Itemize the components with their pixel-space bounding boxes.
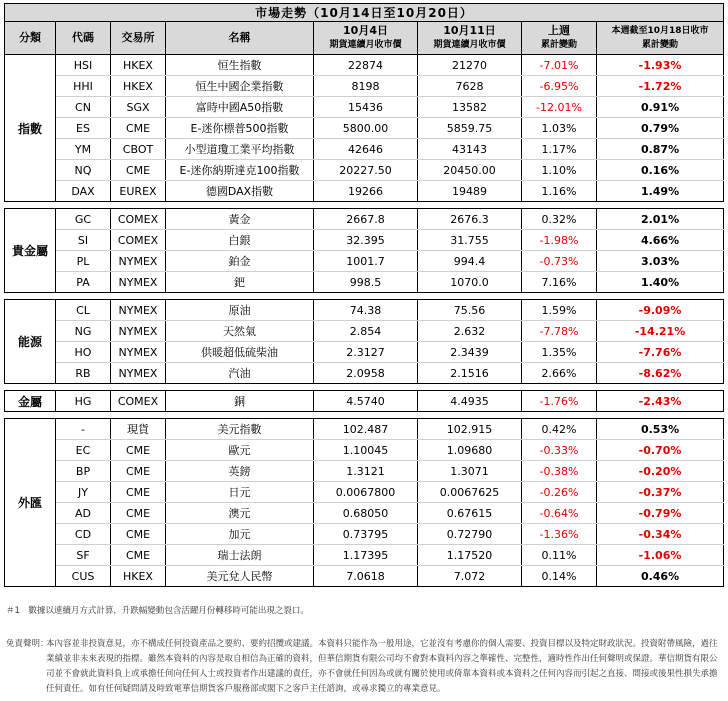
name-cell: 瑞士法朗 <box>166 545 314 566</box>
name-cell: 供暖超低硫柴油 <box>166 342 314 363</box>
oct11-price-cell: 0.0067625 <box>418 482 522 503</box>
exchange-cell: NYMEX <box>111 300 166 321</box>
code-cell: HHI <box>56 76 111 97</box>
oct11-price-cell: 2.1516 <box>418 363 522 384</box>
this-week-change-cell: 0.87% <box>597 139 724 160</box>
footnote: ＃1 數據以連續月方式計算，升跌幅變動包含活躍月份轉移時可能出現之裂口。 <box>6 606 309 616</box>
last-week-change-cell: -0.73% <box>522 251 597 272</box>
oct11-price-cell: 994.4 <box>418 251 522 272</box>
name-cell: 鉑金 <box>166 251 314 272</box>
table-row <box>5 251 724 272</box>
exchange-cell: SGX <box>111 97 166 118</box>
name-cell: 白銀 <box>166 230 314 251</box>
code-cell: SF <box>56 545 111 566</box>
disclaimer-text: 本內容並非投資意見，亦不構成任何投資產品之要約、要約招攬或建議。本資料只能作為一般用途，它並沒有考慮你的個人需要、投資目標以及特定財政狀況。投資附帶風險，過往業績並非未來表現的指標。雖然本資料的內容是取自相信為正確的資料，但華信期貨有限公司均不會對本資料內容之準確性、完整性，適時性作出任何聲明或保證。華信期貨有限公司並不會就此資料負上或承擔任何向任何人士或投資者作出建議的責任，亦不會就任何因為或就有關於使用或倚靠本資料或本資料之任何內容而引起之直接、間接或後果性損失承擔任何責任。如有任何疑問請及時致電華信期貨客戶服務部或閣下之客戶主任諮詢，或尋求獨立的專業意見。 <box>46 639 718 694</box>
oct4-price-cell: 20227.50 <box>314 160 418 181</box>
category-cell: 外匯 <box>5 419 56 587</box>
oct11-price-cell: 0.72790 <box>418 524 522 545</box>
code-cell: NQ <box>56 160 111 181</box>
this-week-change-cell: -0.37% <box>597 482 724 503</box>
oct11-price-cell: 7628 <box>418 76 522 97</box>
oct11-price-cell: 1.3071 <box>418 461 522 482</box>
oct4-price-cell: 0.0067800 <box>314 482 418 503</box>
exchange-cell: NYMEX <box>111 272 166 293</box>
code-cell: HO <box>56 342 111 363</box>
oct11-price-cell: 1070.0 <box>418 272 522 293</box>
header-row <box>5 22 724 55</box>
exchange-cell: CME <box>111 118 166 139</box>
oct11-price-cell: 1.09680 <box>418 440 522 461</box>
exchange-cell: COMEX <box>111 209 166 230</box>
oct11-price-cell: 2.3439 <box>418 342 522 363</box>
oct4-price-cell: 2.854 <box>314 321 418 342</box>
table-row <box>5 566 724 587</box>
oct4-price-cell: 15436 <box>314 97 418 118</box>
name-cell: E-迷你標普500指數 <box>166 118 314 139</box>
code-cell: YM <box>56 139 111 160</box>
table-row <box>5 440 724 461</box>
separator-cell <box>5 293 724 300</box>
code-cell: CN <box>56 97 111 118</box>
oct11-price-cell: 13582 <box>418 97 522 118</box>
header-exchange: 交易所 <box>111 22 166 55</box>
oct4-price-cell: 4.5740 <box>314 391 418 412</box>
table-row <box>5 118 724 139</box>
oct11-price-cell: 43143 <box>418 139 522 160</box>
code-cell: HSI <box>56 55 111 76</box>
last-week-change-cell: -1.98% <box>522 230 597 251</box>
disclaimer-label: 免責聲明： <box>6 639 49 649</box>
oct11-price-cell: 75.56 <box>418 300 522 321</box>
exchange-cell: NYMEX <box>111 342 166 363</box>
exchange-cell: NYMEX <box>111 321 166 342</box>
title-row <box>5 4 724 22</box>
last-week-change-cell: 0.11% <box>522 545 597 566</box>
name-cell: 汽油 <box>166 363 314 384</box>
group-separator <box>5 384 724 391</box>
this-week-change-cell: 0.46% <box>597 566 724 587</box>
this-week-change-cell: 4.66% <box>597 230 724 251</box>
category-cell: 能源 <box>5 300 56 384</box>
name-cell: 銅 <box>166 391 314 412</box>
code-cell: HG <box>56 391 111 412</box>
oct11-price-cell: 20450.00 <box>418 160 522 181</box>
this-week-change-cell: 0.91% <box>597 97 724 118</box>
name-cell: 美元兌人民幣 <box>166 566 314 587</box>
table-row <box>5 230 724 251</box>
table-row <box>5 503 724 524</box>
last-week-change-cell: 1.35% <box>522 342 597 363</box>
name-cell: 日元 <box>166 482 314 503</box>
oct4-price-cell: 8198 <box>314 76 418 97</box>
name-cell: 恒生指數 <box>166 55 314 76</box>
exchange-cell: CME <box>111 461 166 482</box>
this-week-change-cell: -1.93% <box>597 55 724 76</box>
code-cell: JY <box>56 482 111 503</box>
code-cell: NG <box>56 321 111 342</box>
last-week-change-cell: -6.95% <box>522 76 597 97</box>
last-week-change-cell: -0.38% <box>522 461 597 482</box>
exchange-cell: HKEX <box>111 55 166 76</box>
name-cell: 富時中國A50指數 <box>166 97 314 118</box>
category-cell: 金屬 <box>5 391 56 412</box>
this-week-change-cell: -0.70% <box>597 440 724 461</box>
oct11-price-cell: 21270 <box>418 55 522 76</box>
oct4-price-cell: 102.487 <box>314 419 418 440</box>
oct4-price-cell: 1001.7 <box>314 251 418 272</box>
table-row <box>5 55 724 76</box>
code-cell: CD <box>56 524 111 545</box>
exchange-cell: NYMEX <box>111 363 166 384</box>
oct4-price-cell: 19266 <box>314 181 418 202</box>
this-week-change-cell: -1.72% <box>597 76 724 97</box>
this-week-change-cell: 3.03% <box>597 251 724 272</box>
table-row <box>5 300 724 321</box>
group-separator <box>5 202 724 209</box>
code-cell: AD <box>56 503 111 524</box>
oct11-price-cell: 4.4935 <box>418 391 522 412</box>
table-row <box>5 342 724 363</box>
table-row <box>5 160 724 181</box>
name-cell: 加元 <box>166 524 314 545</box>
table-row <box>5 76 724 97</box>
name-cell: 黃金 <box>166 209 314 230</box>
oct4-price-cell: 2.0958 <box>314 363 418 384</box>
exchange-cell: EUREX <box>111 181 166 202</box>
last-week-change-cell: -7.78% <box>522 321 597 342</box>
this-week-change-cell: -2.43% <box>597 391 724 412</box>
code-cell: PA <box>56 272 111 293</box>
market-sheet <box>4 3 723 587</box>
this-week-change-cell: -0.79% <box>597 503 724 524</box>
last-week-change-cell: 0.32% <box>522 209 597 230</box>
code-cell: EC <box>56 440 111 461</box>
oct4-price-cell: 74.38 <box>314 300 418 321</box>
category-cell: 指數 <box>5 55 56 202</box>
oct4-price-cell: 1.17395 <box>314 545 418 566</box>
table-row <box>5 524 724 545</box>
this-week-change-cell: -14.21% <box>597 321 724 342</box>
oct4-price-cell: 5800.00 <box>314 118 418 139</box>
oct4-price-cell: 2667.8 <box>314 209 418 230</box>
header-category: 分類 <box>5 22 56 55</box>
last-week-change-cell: 1.16% <box>522 181 597 202</box>
exchange-cell: COMEX <box>111 391 166 412</box>
last-week-change-cell: -12.01% <box>522 97 597 118</box>
last-week-change-cell: -0.26% <box>522 482 597 503</box>
name-cell: 歐元 <box>166 440 314 461</box>
last-week-change-cell: -0.64% <box>522 503 597 524</box>
this-week-change-cell: -0.20% <box>597 461 724 482</box>
header-code: 代碼 <box>56 22 111 55</box>
table-row <box>5 391 724 412</box>
last-week-change-cell: -0.33% <box>522 440 597 461</box>
exchange-cell: NYMEX <box>111 251 166 272</box>
table-row <box>5 181 724 202</box>
oct11-price-cell: 0.67615 <box>418 503 522 524</box>
last-week-change-cell: -1.36% <box>522 524 597 545</box>
exchange-cell: CME <box>111 440 166 461</box>
category-cell: 貴金屬 <box>5 209 56 293</box>
exchange-cell: CME <box>111 545 166 566</box>
name-cell: 恒生中國企業指數 <box>166 76 314 97</box>
header-oct11: 10月11日 期貨連續月收市價 <box>418 22 522 55</box>
name-cell: 小型道瓊工業平均指數 <box>166 139 314 160</box>
table-row <box>5 139 724 160</box>
table-row <box>5 321 724 342</box>
oct11-price-cell: 1.17520 <box>418 545 522 566</box>
this-week-change-cell: -8.62% <box>597 363 724 384</box>
this-week-change-cell: 0.79% <box>597 118 724 139</box>
this-week-change-cell: 2.01% <box>597 209 724 230</box>
oct11-price-cell: 19489 <box>418 181 522 202</box>
market-table <box>4 3 724 587</box>
code-cell: DAX <box>56 181 111 202</box>
disclaimer <box>6 637 722 697</box>
oct4-price-cell: 0.73795 <box>314 524 418 545</box>
exchange-cell: HKEX <box>111 76 166 97</box>
table-row <box>5 482 724 503</box>
exchange-cell: CBOT <box>111 139 166 160</box>
exchange-cell: CME <box>111 503 166 524</box>
exchange-cell: CME <box>111 160 166 181</box>
code-cell: ES <box>56 118 111 139</box>
table-row <box>5 545 724 566</box>
last-week-change-cell: 0.42% <box>522 419 597 440</box>
exchange-cell: CME <box>111 524 166 545</box>
code-cell: CUS <box>56 566 111 587</box>
last-week-change-cell: -7.01% <box>522 55 597 76</box>
name-cell: 澳元 <box>166 503 314 524</box>
code-cell: CL <box>56 300 111 321</box>
code-cell: BP <box>56 461 111 482</box>
oct4-price-cell: 2.3127 <box>314 342 418 363</box>
name-cell: 英鎊 <box>166 461 314 482</box>
page-title: 市場走勢（10月14日至10月20日） <box>5 4 724 22</box>
code-cell: PL <box>56 251 111 272</box>
oct11-price-cell: 102.915 <box>418 419 522 440</box>
oct11-price-cell: 2.632 <box>418 321 522 342</box>
header-this-week: 本週截至10月18日收市 累計變動 <box>597 22 724 55</box>
name-cell: 美元指數 <box>166 419 314 440</box>
oct4-price-cell: 1.3121 <box>314 461 418 482</box>
code-cell: RB <box>56 363 111 384</box>
last-week-change-cell: 1.17% <box>522 139 597 160</box>
oct11-price-cell: 7.072 <box>418 566 522 587</box>
code-cell: GC <box>56 209 111 230</box>
last-week-change-cell: 2.66% <box>522 363 597 384</box>
this-week-change-cell: 0.16% <box>597 160 724 181</box>
header-last-week: 上週 累計變動 <box>522 22 597 55</box>
separator-cell <box>5 202 724 209</box>
code-cell: - <box>56 419 111 440</box>
table-row <box>5 419 724 440</box>
this-week-change-cell: -9.09% <box>597 300 724 321</box>
last-week-change-cell: 1.59% <box>522 300 597 321</box>
group-separator <box>5 412 724 419</box>
table-row <box>5 461 724 482</box>
table-row <box>5 97 724 118</box>
name-cell: 德國DAX指數 <box>166 181 314 202</box>
oct4-price-cell: 998.5 <box>314 272 418 293</box>
last-week-change-cell: 0.14% <box>522 566 597 587</box>
oct11-price-cell: 5859.75 <box>418 118 522 139</box>
table-row <box>5 272 724 293</box>
oct4-price-cell: 7.0618 <box>314 566 418 587</box>
name-cell: 鈀 <box>166 272 314 293</box>
name-cell: E-迷你納斯達克100指數 <box>166 160 314 181</box>
exchange-cell: HKEX <box>111 566 166 587</box>
header-name: 名稱 <box>166 22 314 55</box>
oct4-price-cell: 42646 <box>314 139 418 160</box>
this-week-change-cell: -0.34% <box>597 524 724 545</box>
last-week-change-cell: 1.10% <box>522 160 597 181</box>
last-week-change-cell: 7.16% <box>522 272 597 293</box>
oct4-price-cell: 22874 <box>314 55 418 76</box>
exchange-cell: COMEX <box>111 230 166 251</box>
oct4-price-cell: 32.395 <box>314 230 418 251</box>
this-week-change-cell: 1.40% <box>597 272 724 293</box>
this-week-change-cell: 1.49% <box>597 181 724 202</box>
name-cell: 原油 <box>166 300 314 321</box>
table-row <box>5 209 724 230</box>
oct11-price-cell: 2676.3 <box>418 209 522 230</box>
separator-cell <box>5 384 724 391</box>
exchange-cell: CME <box>111 482 166 503</box>
header-oct4: 10月4日 期貨連續月收市價 <box>314 22 418 55</box>
separator-cell <box>5 412 724 419</box>
last-week-change-cell: -1.76% <box>522 391 597 412</box>
this-week-change-cell: -7.76% <box>597 342 724 363</box>
table-row <box>5 363 724 384</box>
this-week-change-cell: -1.06% <box>597 545 724 566</box>
group-separator <box>5 293 724 300</box>
this-week-change-cell: 0.53% <box>597 419 724 440</box>
oct4-price-cell: 0.68050 <box>314 503 418 524</box>
last-week-change-cell: 1.03% <box>522 118 597 139</box>
code-cell: SI <box>56 230 111 251</box>
oct4-price-cell: 1.10045 <box>314 440 418 461</box>
name-cell: 天然氣 <box>166 321 314 342</box>
exchange-cell: 現貨 <box>111 419 166 440</box>
oct11-price-cell: 31.755 <box>418 230 522 251</box>
